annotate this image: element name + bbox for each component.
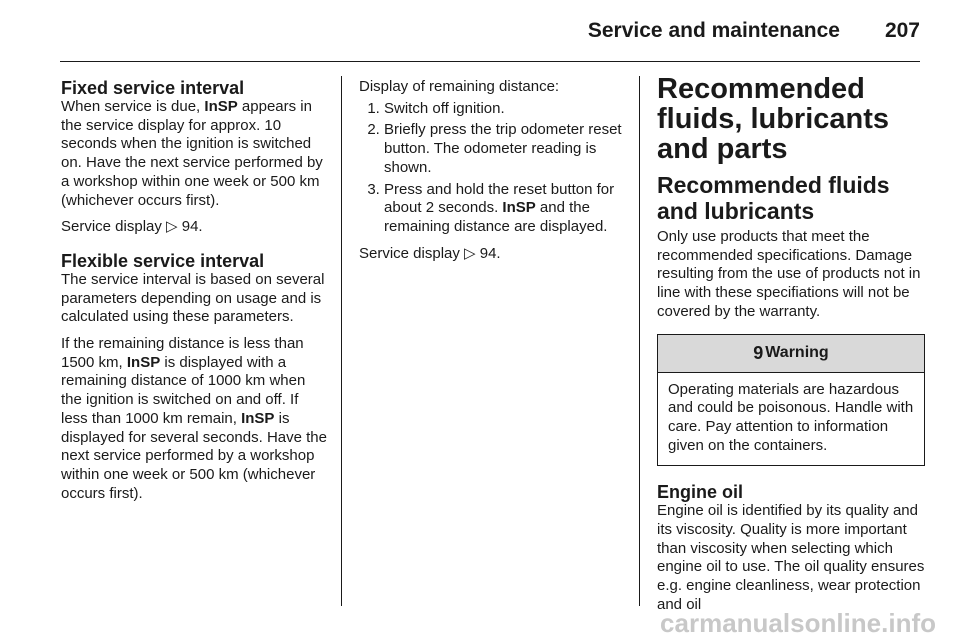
warning-box [657,334,925,467]
column-divider-1 [341,76,342,606]
recommended-fluids-intro: Only use products that meet the recommended specifications. Damage resulting from the use of products not in line with these specifiations will not be covered by the warranty. [657,228,921,320]
section-subtitle: Recommended fluids and lubricants [657,172,890,224]
section-title: Service and maintenance [587,19,840,42]
steps-list [359,100,627,237]
column-3 [657,73,925,623]
step-2: 2. Briefly press the trip odometer reset button. The odometer reading is shown. [384,121,627,177]
chapter-title: Recommended fluids, lubricants and parts [657,73,890,165]
flexible-service-text-2: If the remaining distance is less than 1500 km, InSP is displayed with a remaining distance of 1000 km when the ignition is switched on and off. If less than 1000 km remain, InSP is displayed for several seconds. Have the next service performed by a workshop within one week or 500 km (whichever occurs first). [61,335,327,502]
remaining-distance-intro: Display of remaining distance: [359,78,560,95]
column-1 [61,78,328,511]
insp-code: InSP [241,409,275,427]
warning-title: Warning [765,343,829,361]
insp-code: InSP [126,353,161,371]
page-number: 207 [884,19,920,42]
step-1: 1. Switch off ignition. [384,100,627,119]
warning-header [658,335,924,373]
header-rule [60,61,920,62]
warning-triangle-icon: 9 [753,342,764,363]
service-display-reference[interactable]: Service display ▷ 94. [359,244,501,262]
page-header [60,16,920,50]
insp-code: InSP [502,199,536,217]
insp-code: InSP [204,98,238,115]
service-display-reference[interactable]: Service display ▷ 94. [61,218,203,236]
flexible-service-text-1: The service interval is based on several parameters depending on usage and is calculated using these parameters. [61,270,325,326]
warning-text: Operating materials are hazardous and could be poisonous. Handle with care. Pay attention to information given on the containers. [668,380,914,454]
column-divider-2 [639,76,640,606]
fixed-service-text: When service is due, InSP appears in the service display for approx. 10 seconds when the ignition is switched on. Have the next service performed by a workshop within one week or 500 km (whichever occurs first). [61,98,323,209]
engine-oil-text: Engine oil is identified by its quality and its viscosity. Quality is more important than viscosity when selecting which engine oil to use. The oil quality ensures e.g. engine cleanliness, wear protection and oil [657,502,925,613]
step-3: 3. Press and hold the reset button for about 2 seconds. InSP and the remaining distance are displayed. [384,181,627,237]
engine-oil-heading: Engine oil [657,482,744,503]
fixed-service-heading: Fixed service interval [61,78,245,98]
column-2 [359,78,627,271]
watermark: carmanualsonline.info [660,608,936,638]
flexible-service-heading: Flexible service interval [61,250,265,271]
